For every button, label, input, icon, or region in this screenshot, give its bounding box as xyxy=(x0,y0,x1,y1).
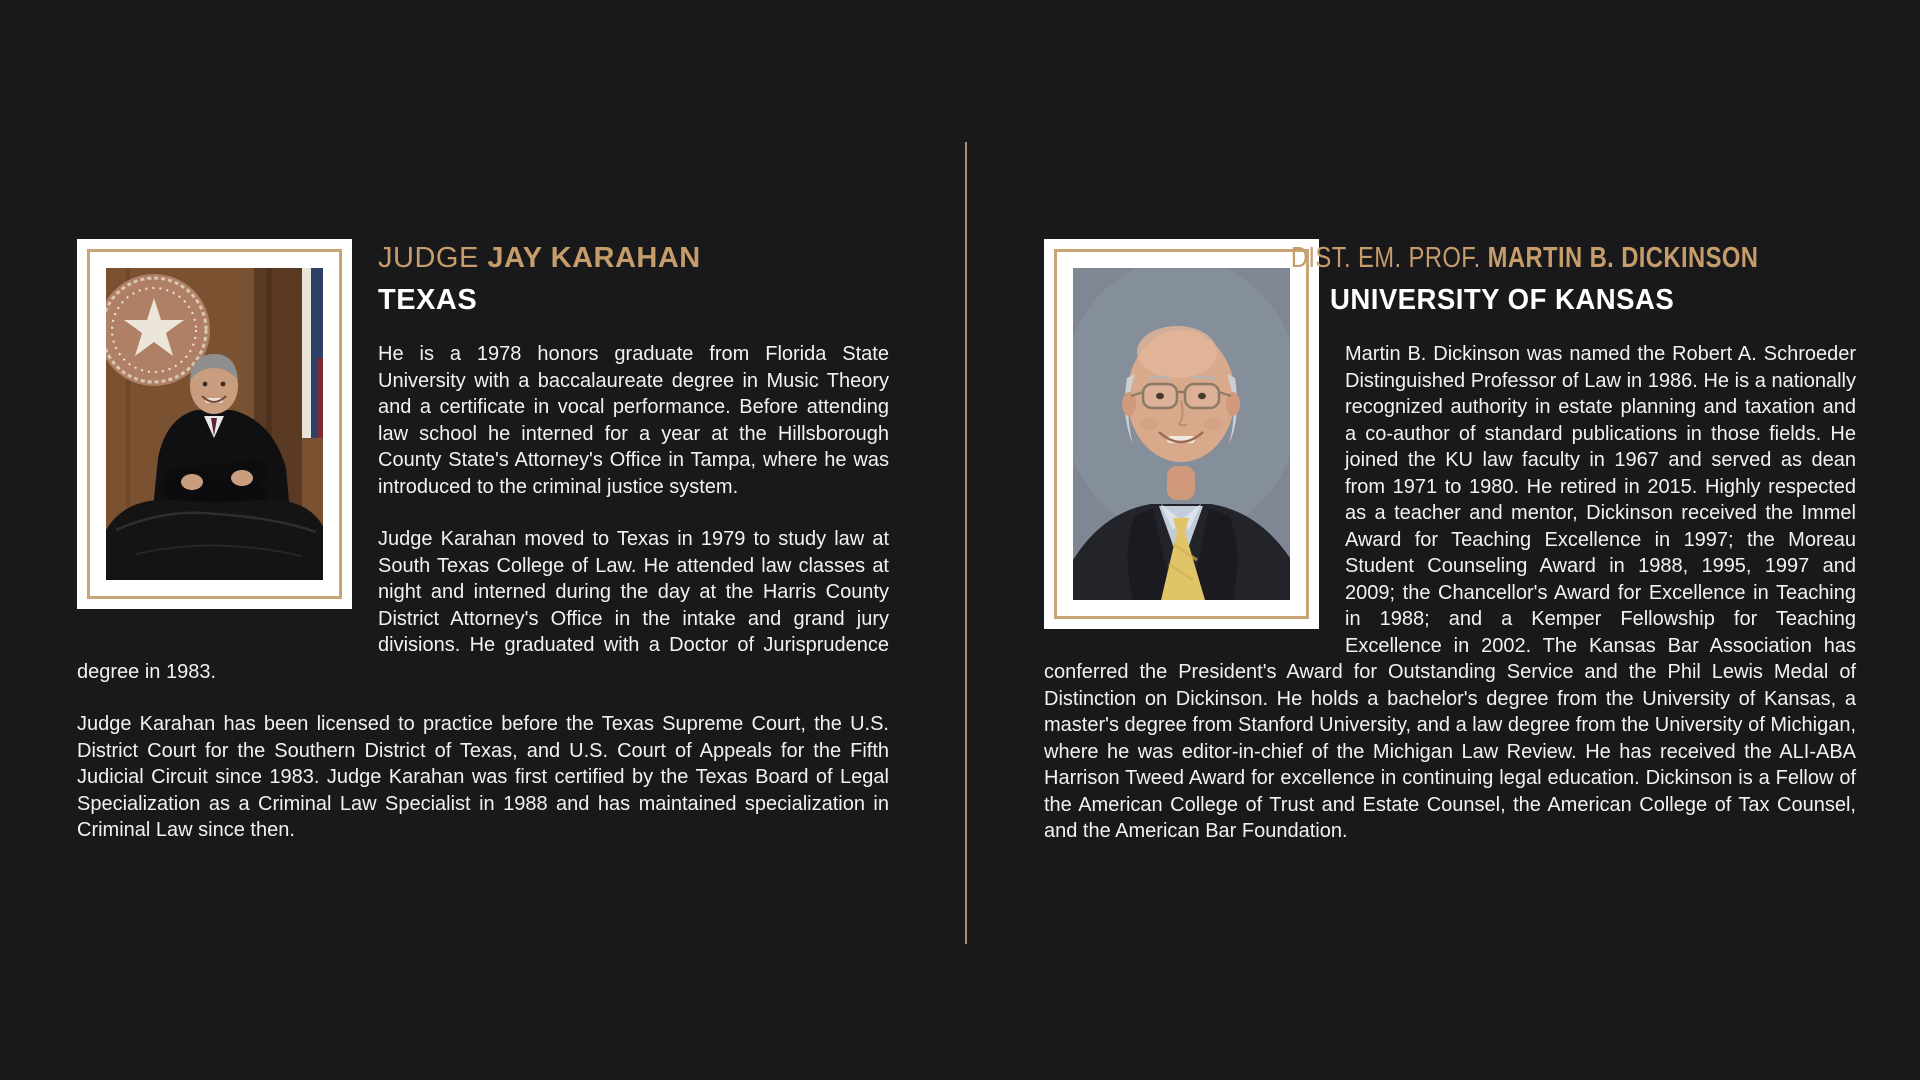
vertical-divider xyxy=(965,142,967,944)
karahan-title-prefix: JUDGE xyxy=(378,242,488,274)
karahan-subtitle: TEXAS xyxy=(378,284,478,316)
karahan-title-name: JAY KARAHAN xyxy=(487,242,701,274)
dickinson-title-prefix: DIST. EM. PROF. xyxy=(1290,242,1488,274)
dickinson-title-name: MARTIN B. DICKINSON xyxy=(1487,242,1759,274)
dickinson-subtitle: UNIVERSITY OF KANSAS xyxy=(1329,284,1675,316)
karahan-paragraph-1: He is a 1978 honors graduate from Florida State University with a baccalaureate degree in Music Theory and a certificate in vocal performance. Before attending law school he interned for a year at the Hillsborough County State's Attorney's Office in Tampa, where he was introduced to the criminal justice system. xyxy=(378,343,889,498)
profile-jay-karahan xyxy=(77,237,889,844)
karahan-paragraph-3: Judge Karahan has been licensed to practice before the Texas Supreme Court, the U.S. District Court for the Southern District of Texas, and U.S. Court of Appeals for the Fifth Judicial Circuit since 1983. Judge Karahan was first certified by the Texas Board of Legal Specialization as a Criminal Law Specialist in 1988 and has maintained specialization in Criminal Law since then. xyxy=(77,713,889,841)
karahan-portrait-illustration xyxy=(106,268,323,580)
photo-frame-karahan xyxy=(77,239,352,609)
profile-martin-dickinson xyxy=(1044,237,1856,845)
photo-matte-karahan xyxy=(87,249,342,599)
dickinson-title xyxy=(1044,237,1759,279)
karahan-paragraph-2: Judge Karahan moved to Texas in 1979 to study law at South Texas College of Law. He attended law classes at night and interned during the day at the Harris County District Attorney's Office in the intake and grand jury divisions. He graduated with a Doctor of Jurisprudence degree in 1983. xyxy=(77,528,889,683)
dickinson-paragraph-1: Martin B. Dickinson was named the Robert A. Schroeder Distinguished Professor of Law in 1986. He is a nationally recognized authority in estate planning and taxation and a co-author of standard publications in those fields. He joined the KU law faculty in 1967 and served as dean from 1971 to 1980. He retired in 2015. Highly respected as a teacher and mentor, Dickinson received the Immel Award for Teaching Excellence in 1997; the Moreau Student Counseling Award in 1988, 1995, 1997 and 2009; the Chancellor's Award for Excellence in Teaching in 1988; and a Kemper Fellowship for Teaching Excellence in 2002. The Kansas Bar Association has conferred the President's Award for Outstanding Service and the Phil Lewis Medal of Distinction on Dickinson. He holds a bachelor's degree from the University of Kansas, a master's degree from Stanford University, and a law degree from the University of Michigan, where he was editor-in-chief of the Michigan Law Review. He has received the ALI-ABA Harrison Tweed Award for excellence in continuing legal education. Dickinson is a Fellow of the American College of Trust and Estate Counsel, the American College of Tax Counsel, and the American Bar Foundation. xyxy=(1044,343,1856,842)
